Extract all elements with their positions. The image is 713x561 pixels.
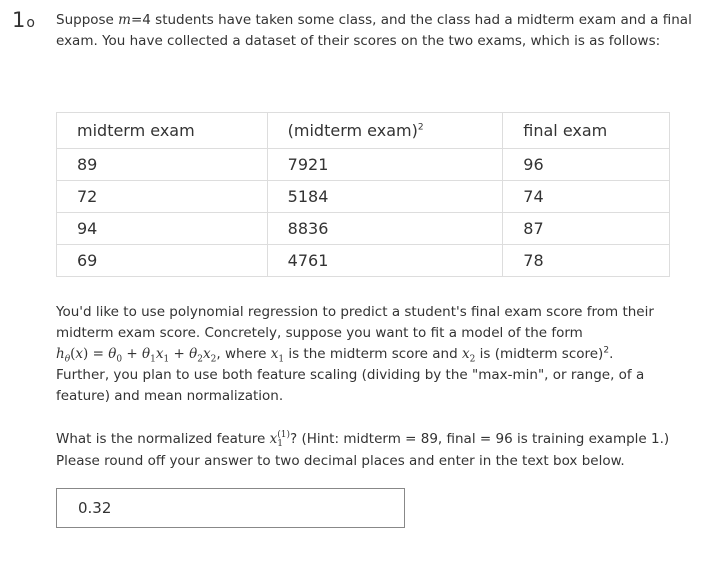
- cell-final: 74: [503, 181, 670, 213]
- cell-final: 96: [503, 149, 670, 181]
- feature-symbol: x (1) 1: [269, 429, 290, 449]
- cell-final: 87: [503, 213, 670, 245]
- prompt-line-1: What is the normalized feature x (1) 1 ? (Hint: midterm = 89, final = 96 is training example 1.): [56, 429, 670, 449]
- intro-line-2: exam. You have collected a dataset of their scores on the two exams, which is as follows:: [56, 33, 661, 49]
- cell-midterm: 94: [57, 213, 268, 245]
- regression-line-2: midterm exam score. Concretely, suppose you want to fit a model of the form: [56, 325, 583, 341]
- cell-midterm-squared: 8836: [267, 213, 503, 245]
- cell-midterm: 89: [57, 149, 268, 181]
- prompt-line-2: Please round off your answer to two decimal places and enter in the text box below.: [56, 453, 625, 469]
- cell-midterm-squared: 4761: [267, 245, 503, 277]
- prompt-text: [56, 428, 696, 472]
- regression-line-5: feature) and mean normalization.: [56, 388, 284, 404]
- regression-line-3: $h_\theta(x) = \theta_0 + \theta_1x_1 + \theta_2x_2$, where $x_1$ is the midterm score and $x_2$ is (midterm score)$^2$.: [56, 345, 614, 365]
- intro-line-1: Suppose m=4 students have taken some class, and the class had a midterm exam and a final: [56, 12, 692, 28]
- table-row: [57, 213, 670, 245]
- regression-text: [56, 302, 696, 407]
- question-number-suffix: o: [26, 15, 35, 31]
- header-final: final exam: [503, 113, 670, 149]
- answer-input[interactable]: [56, 488, 405, 528]
- regression-line-1: You'd like to use polynomial regression to predict a student's final exam score from their: [56, 304, 654, 320]
- table-row: [57, 181, 670, 213]
- cell-midterm: 72: [57, 181, 268, 213]
- x1-symbol: $x_1$: [270, 346, 285, 365]
- regression-line-4: Further, you plan to use both feature scaling (dividing by the "max-min", or range, of a: [56, 367, 645, 383]
- header-midterm: midterm exam: [57, 113, 268, 149]
- scores-table: [56, 112, 670, 277]
- table-row: [57, 149, 670, 181]
- question-number: 1o: [12, 8, 35, 32]
- x2-symbol: $x_2$: [461, 346, 476, 365]
- cell-final: 78: [503, 245, 670, 277]
- hypothesis-formula: $h_\theta(x) = \theta_0 + \theta_1x_1 + \theta_2x_2$: [56, 346, 217, 365]
- cell-midterm: 69: [57, 245, 268, 277]
- header-midterm-squared: (midterm exam)$^2$: [267, 113, 503, 149]
- table-header-row: [57, 113, 670, 149]
- cell-midterm-squared: 5184: [267, 181, 503, 213]
- table-row: [57, 245, 670, 277]
- intro-text: [56, 10, 696, 52]
- cell-midterm-squared: 7921: [267, 149, 503, 181]
